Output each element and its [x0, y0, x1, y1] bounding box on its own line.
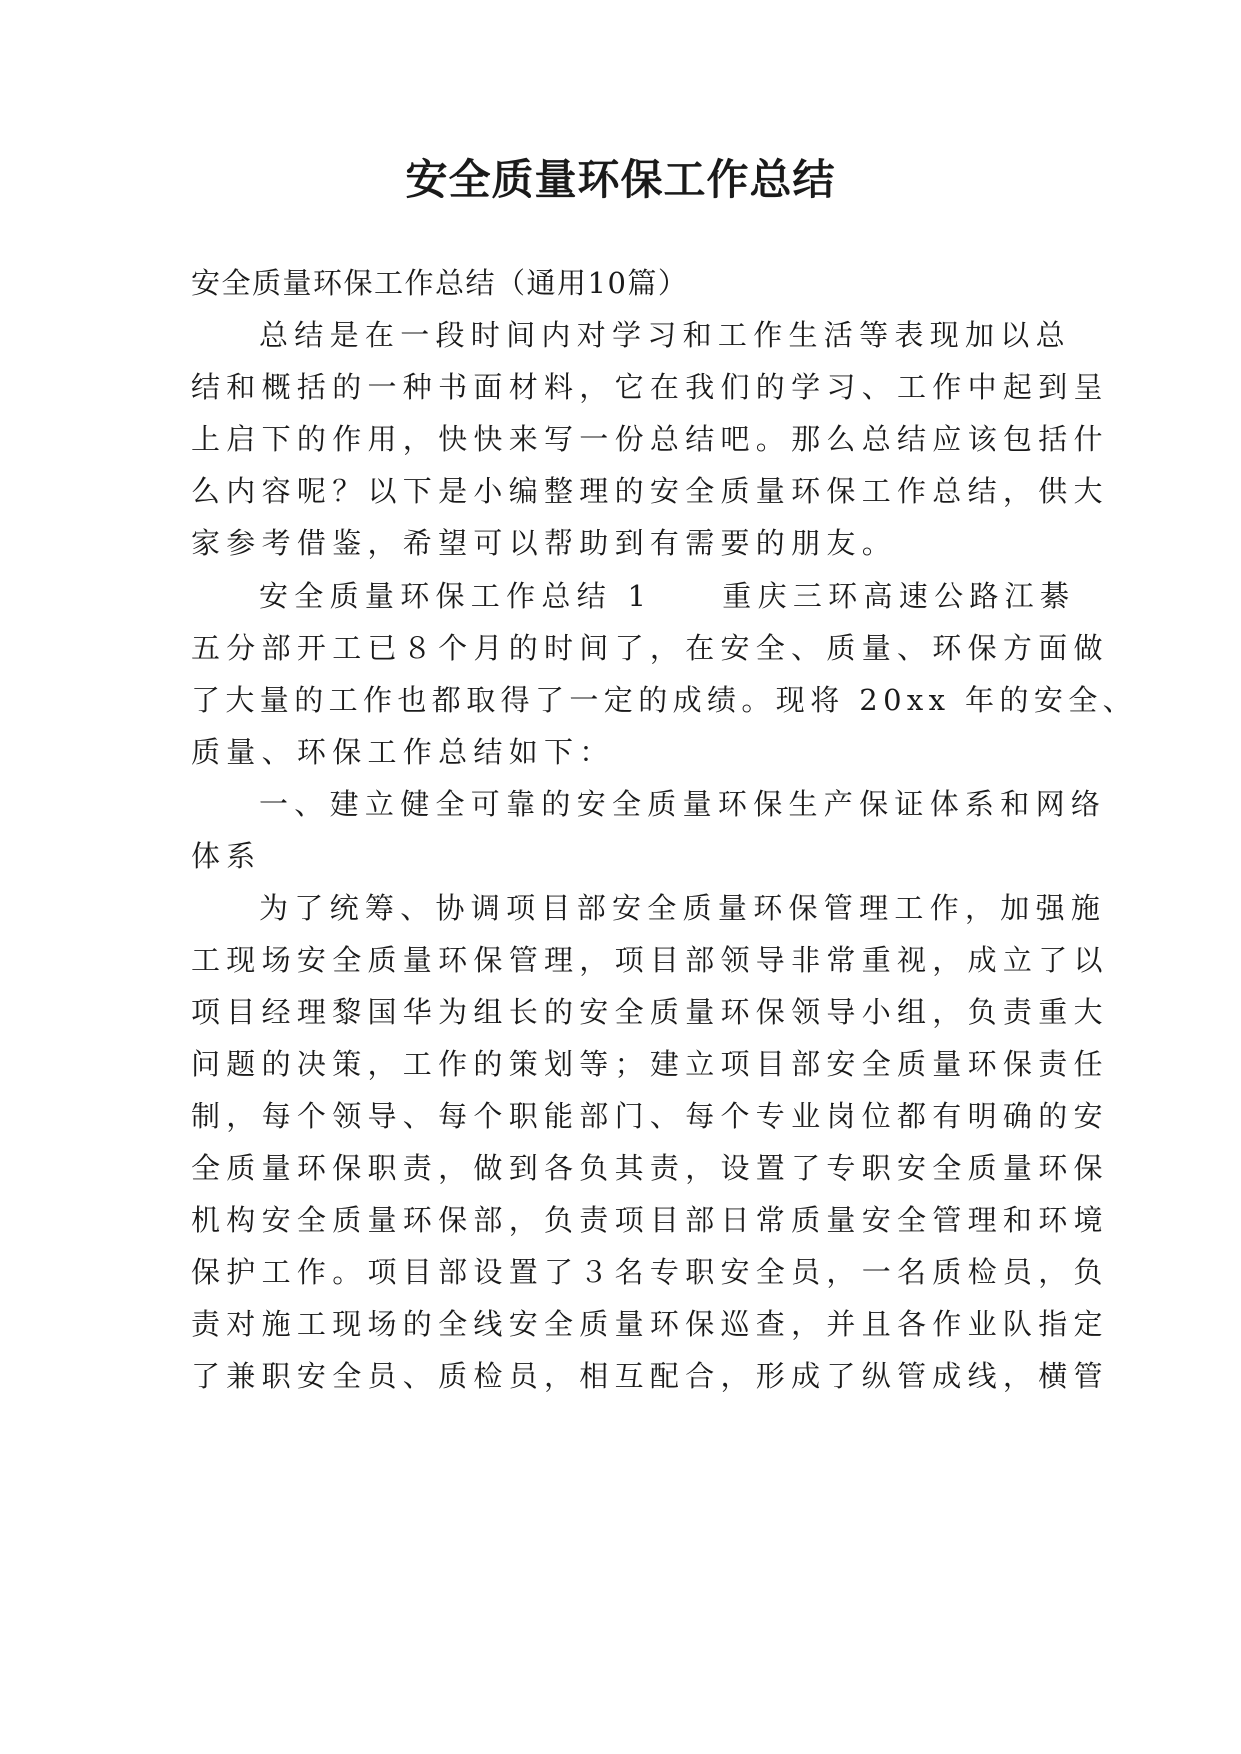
section-first-line-text: 重庆三环高速公路江綦	[722, 579, 1076, 613]
section-heading: 安全质量环保工作总结 1	[259, 579, 653, 613]
section-line: 五分部开工已８个月的时间了，在安全、质量、环保方面做	[191, 631, 1109, 665]
intro-line: 总结是在一段时间内对学习和工作生活等表现加以总	[259, 318, 1071, 352]
body-line: 全质量环保职责，做到各负其责，设置了专职安全质量环保	[191, 1151, 1109, 1185]
body-line: 项目经理黎国华为组长的安全质量环保领导小组，负责重大	[191, 995, 1109, 1029]
body-line: 责对施工现场的全线安全质量环保巡查，并且各作业队指定	[191, 1307, 1109, 1341]
body-line: 问题的决策，工作的策划等；建立项目部安全质量环保责任	[191, 1047, 1109, 1081]
document-subtitle: 安全质量环保工作总结（通用10篇）	[191, 266, 689, 300]
section-first-line	[259, 576, 1075, 616]
body-line: 了兼职安全员、质检员，相互配合，形成了纵管成线，横管	[191, 1359, 1109, 1393]
intro-line: 结和概括的一种书面材料，它在我们的学习、工作中起到呈	[191, 370, 1109, 404]
body-line: 保护工作。项目部设置了３名专职安全员，一名质检员，负	[191, 1255, 1109, 1289]
intro-line: 么内容呢？以下是小编整理的安全质量环保工作总结，供大	[191, 474, 1109, 508]
body-line: 为了统筹、协调项目部安全质量环保管理工作，加强施	[259, 891, 1107, 925]
document-title: 安全质量环保工作总结	[405, 155, 836, 204]
intro-line: 上启下的作用，快快来写一份总结吧。那么总结应该包括什	[191, 422, 1109, 456]
section-line: 了大量的工作也都取得了一定的成绩。现将 20xx 年的安全、	[191, 683, 1138, 717]
part-heading-line: 体系	[191, 839, 262, 873]
body-line: 工现场安全质量环保管理，项目部领导非常重视，成立了以	[191, 943, 1109, 977]
section-line: 质量、环保工作总结如下：	[191, 735, 615, 769]
intro-line: 家参考借鉴，希望可以帮助到有需要的朋友。	[191, 526, 898, 560]
body-line: 制，每个领导、每个职能部门、每个专业岗位都有明确的安	[191, 1099, 1109, 1133]
part-heading-line: 一、建立健全可靠的安全质量环保生产保证体系和网络	[259, 787, 1107, 821]
body-line: 机构安全质量环保部，负责项目部日常质量安全管理和环境	[191, 1203, 1109, 1237]
